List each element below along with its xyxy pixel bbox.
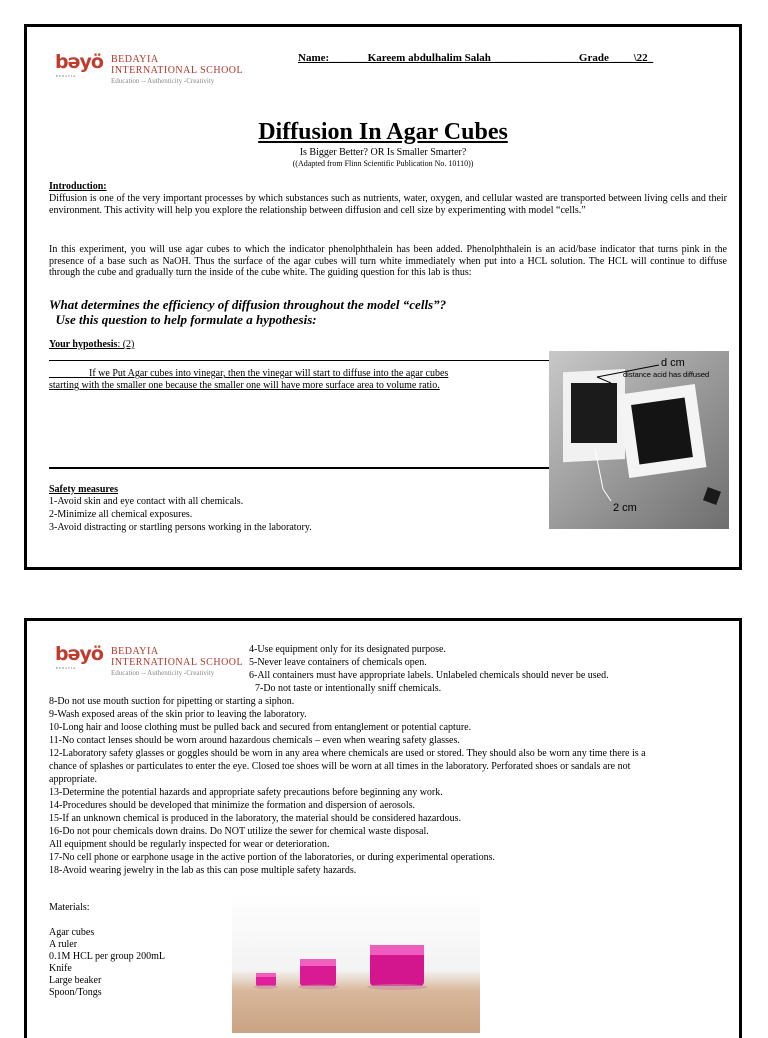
- school-name-line1: BEDAYIA: [111, 646, 159, 657]
- guiding-question-line1: What determines the efficiency of diffusion throughout the model “cells”?: [49, 297, 447, 312]
- materials-heading: Materials:: [49, 902, 90, 913]
- guiding-question-line2: Use this question to help formulate a hypothesis:: [49, 312, 317, 327]
- safety-item-17: 17-No cell phone or earphone usage in the active portion of the laboratories, or during experimental operations.: [49, 852, 495, 863]
- safety-item-11: 11-No contact lenses should be worn around hazardous chemicals – even when wearing safety glasses.: [49, 735, 460, 746]
- safety-item-13: 13-Determine the potential hazards and appropriate safety precautions before beginning any work.: [49, 787, 443, 798]
- material-item-4: Knife: [49, 963, 72, 974]
- hypothesis-rule-bottom: [49, 467, 549, 469]
- safety-item-15: 15-If an unknown chemical is produced in the laboratory, the material should be considered hazardous.: [49, 813, 461, 824]
- safety-item-12-cont: chance of splashes or particulates to enter the eye. Closed toe shoes will be worn at all times in the laboratory. Perforated shoes or sandals are not: [49, 761, 631, 772]
- safety-item-7: 7-Do not taste or intentionally sniff chemicals.: [255, 683, 442, 694]
- safety-item-10: 10-Long hair and loose clothing must be pulled back and secured from entanglement or potential capture.: [49, 722, 472, 733]
- safety-item-1: 1-Avoid skin and eye contact with all chemicals.: [49, 496, 244, 507]
- agar-cube-diagram-photo: [549, 351, 729, 529]
- label-2-cm: 2 cm: [613, 502, 637, 514]
- label-distance-diffused: distance acid has diffused: [623, 370, 710, 379]
- introduction-paragraph-1: Diffusion is one of the very important processes by which substances such as nutrients, water, oxygen, and cellular wasted are transported between living cells and their environment. This activity will help you explore the relationship between diffusion and cell size by experimenting with model “cells.”: [49, 193, 727, 216]
- material-item-2: A ruler: [49, 939, 78, 950]
- hypothesis-rule-top: [49, 360, 549, 361]
- safety-item-3: 3-Avoid distracting or startling persons working in the laboratory.: [49, 522, 312, 533]
- school-name-line1: BEDAYIA: [111, 54, 159, 65]
- introduction-paragraph-2: In this experiment, you will use agar cubes to which the indicator phenolphthalein has been added. Phenolphthalein is an acid/base indicator that turns pink in the presence of a base such as NaOH. Thus the surface of the agar cubes will turn white immediately when put into a HCL solution. The HCL will continue to diffuse through the cube and gradually turn the inside of the cube white. The guiding question for this lab is thus:: [49, 244, 727, 279]
- safety-item-5: 5-Never leave containers of chemicals open.: [249, 657, 427, 668]
- safety-item-6: 6-All containers must have appropriate labels. Unlabeled chemicals should never be used.: [249, 670, 609, 681]
- page-title: Diffusion In Agar Cubes: [258, 119, 508, 145]
- school-tagline: Education -- Authenticity -Creativity: [111, 77, 215, 85]
- school-name-line2: INTERNATIONAL SCHOOL: [111, 657, 244, 668]
- logo-subtext: BEDAYIA: [56, 74, 77, 78]
- school-tagline: Education -- Authenticity -Creativity: [111, 669, 215, 677]
- student-name-field: Name:_______Kareem abdulhalim Salah________________Grade ____\22_: [298, 52, 654, 64]
- hypothesis-heading: [49, 339, 134, 351]
- safety-item-14: 14-Procedures should be developed that minimize the formation and dispersion of aerosols.: [49, 800, 416, 811]
- material-item-3: 0.1M HCL per group 200mL: [49, 951, 166, 962]
- worksheet-page-1: [24, 24, 742, 570]
- source-citation: ((Adapted from Flinn Scientific Publication No. 10110)): [292, 159, 474, 168]
- material-item-1: Agar cubes: [49, 927, 95, 938]
- logo-subtext: BEDAYIA: [56, 666, 77, 670]
- safety-item-12-end: appropriate.: [49, 774, 98, 785]
- introduction-heading: Introduction:: [49, 181, 107, 192]
- label-d-cm: d cm: [661, 357, 685, 369]
- guiding-question: [49, 297, 446, 327]
- hypothesis-points: : (2): [117, 339, 135, 350]
- safety-item-2: 2-Minimize all chemical exposures.: [49, 509, 193, 520]
- safety-heading: Safety measures: [49, 484, 118, 495]
- logo-mark: bəyö: [55, 51, 103, 73]
- agar-cubes-drawing: [232, 893, 480, 1033]
- agar-cubes-photo: [232, 893, 480, 1033]
- hypothesis-label: Your hypothesis: [49, 339, 118, 350]
- safety-item-9: 9-Wash exposed areas of the skin prior to leaving the laboratory.: [49, 709, 307, 720]
- hypothesis-answer-line1[interactable]: ________If we Put Agar cubes into vinegar, then the vinegar will start to diffuse into the agar cubes: [49, 368, 449, 379]
- material-item-5: Large beaker: [49, 975, 102, 986]
- school-logo: [55, 51, 245, 91]
- safety-item-equipment: All equipment should be regularly inspected for wear or deterioration.: [49, 839, 330, 850]
- page-subtitle: Is Bigger Better? OR Is Smaller Smarter?: [299, 147, 467, 158]
- safety-list-continued: [49, 696, 646, 877]
- safety-item-12: 12-Laboratory safety glasses or goggles should be worn in any area where chemicals are used or stored. They should also be worn any time there is a: [49, 748, 646, 759]
- safety-item-4: 4-Use equipment only for its designated purpose.: [249, 644, 446, 655]
- hypothesis-answer-line2[interactable]: starting with the smaller one because the smaller one will have more surface area to volume ratio.: [49, 380, 440, 391]
- logo-mark: bəyö: [55, 643, 103, 665]
- material-item-6: Spoon/Tongs: [49, 987, 102, 998]
- safety-item-16: 16-Do not pour chemicals down drains. Do NOT utilize the sewer for chemical waste disposal.: [49, 826, 429, 837]
- school-logo-page2: [55, 643, 245, 683]
- safety-item-8: 8-Do not use mouth suction for pipetting or starting a siphon.: [49, 696, 295, 707]
- school-name-line2: INTERNATIONAL SCHOOL: [111, 65, 244, 76]
- worksheet-page-2: [24, 618, 742, 1038]
- safety-item-18: 18-Avoid wearing jewelry in the lab as this can pose multiple safety hazards.: [49, 865, 357, 876]
